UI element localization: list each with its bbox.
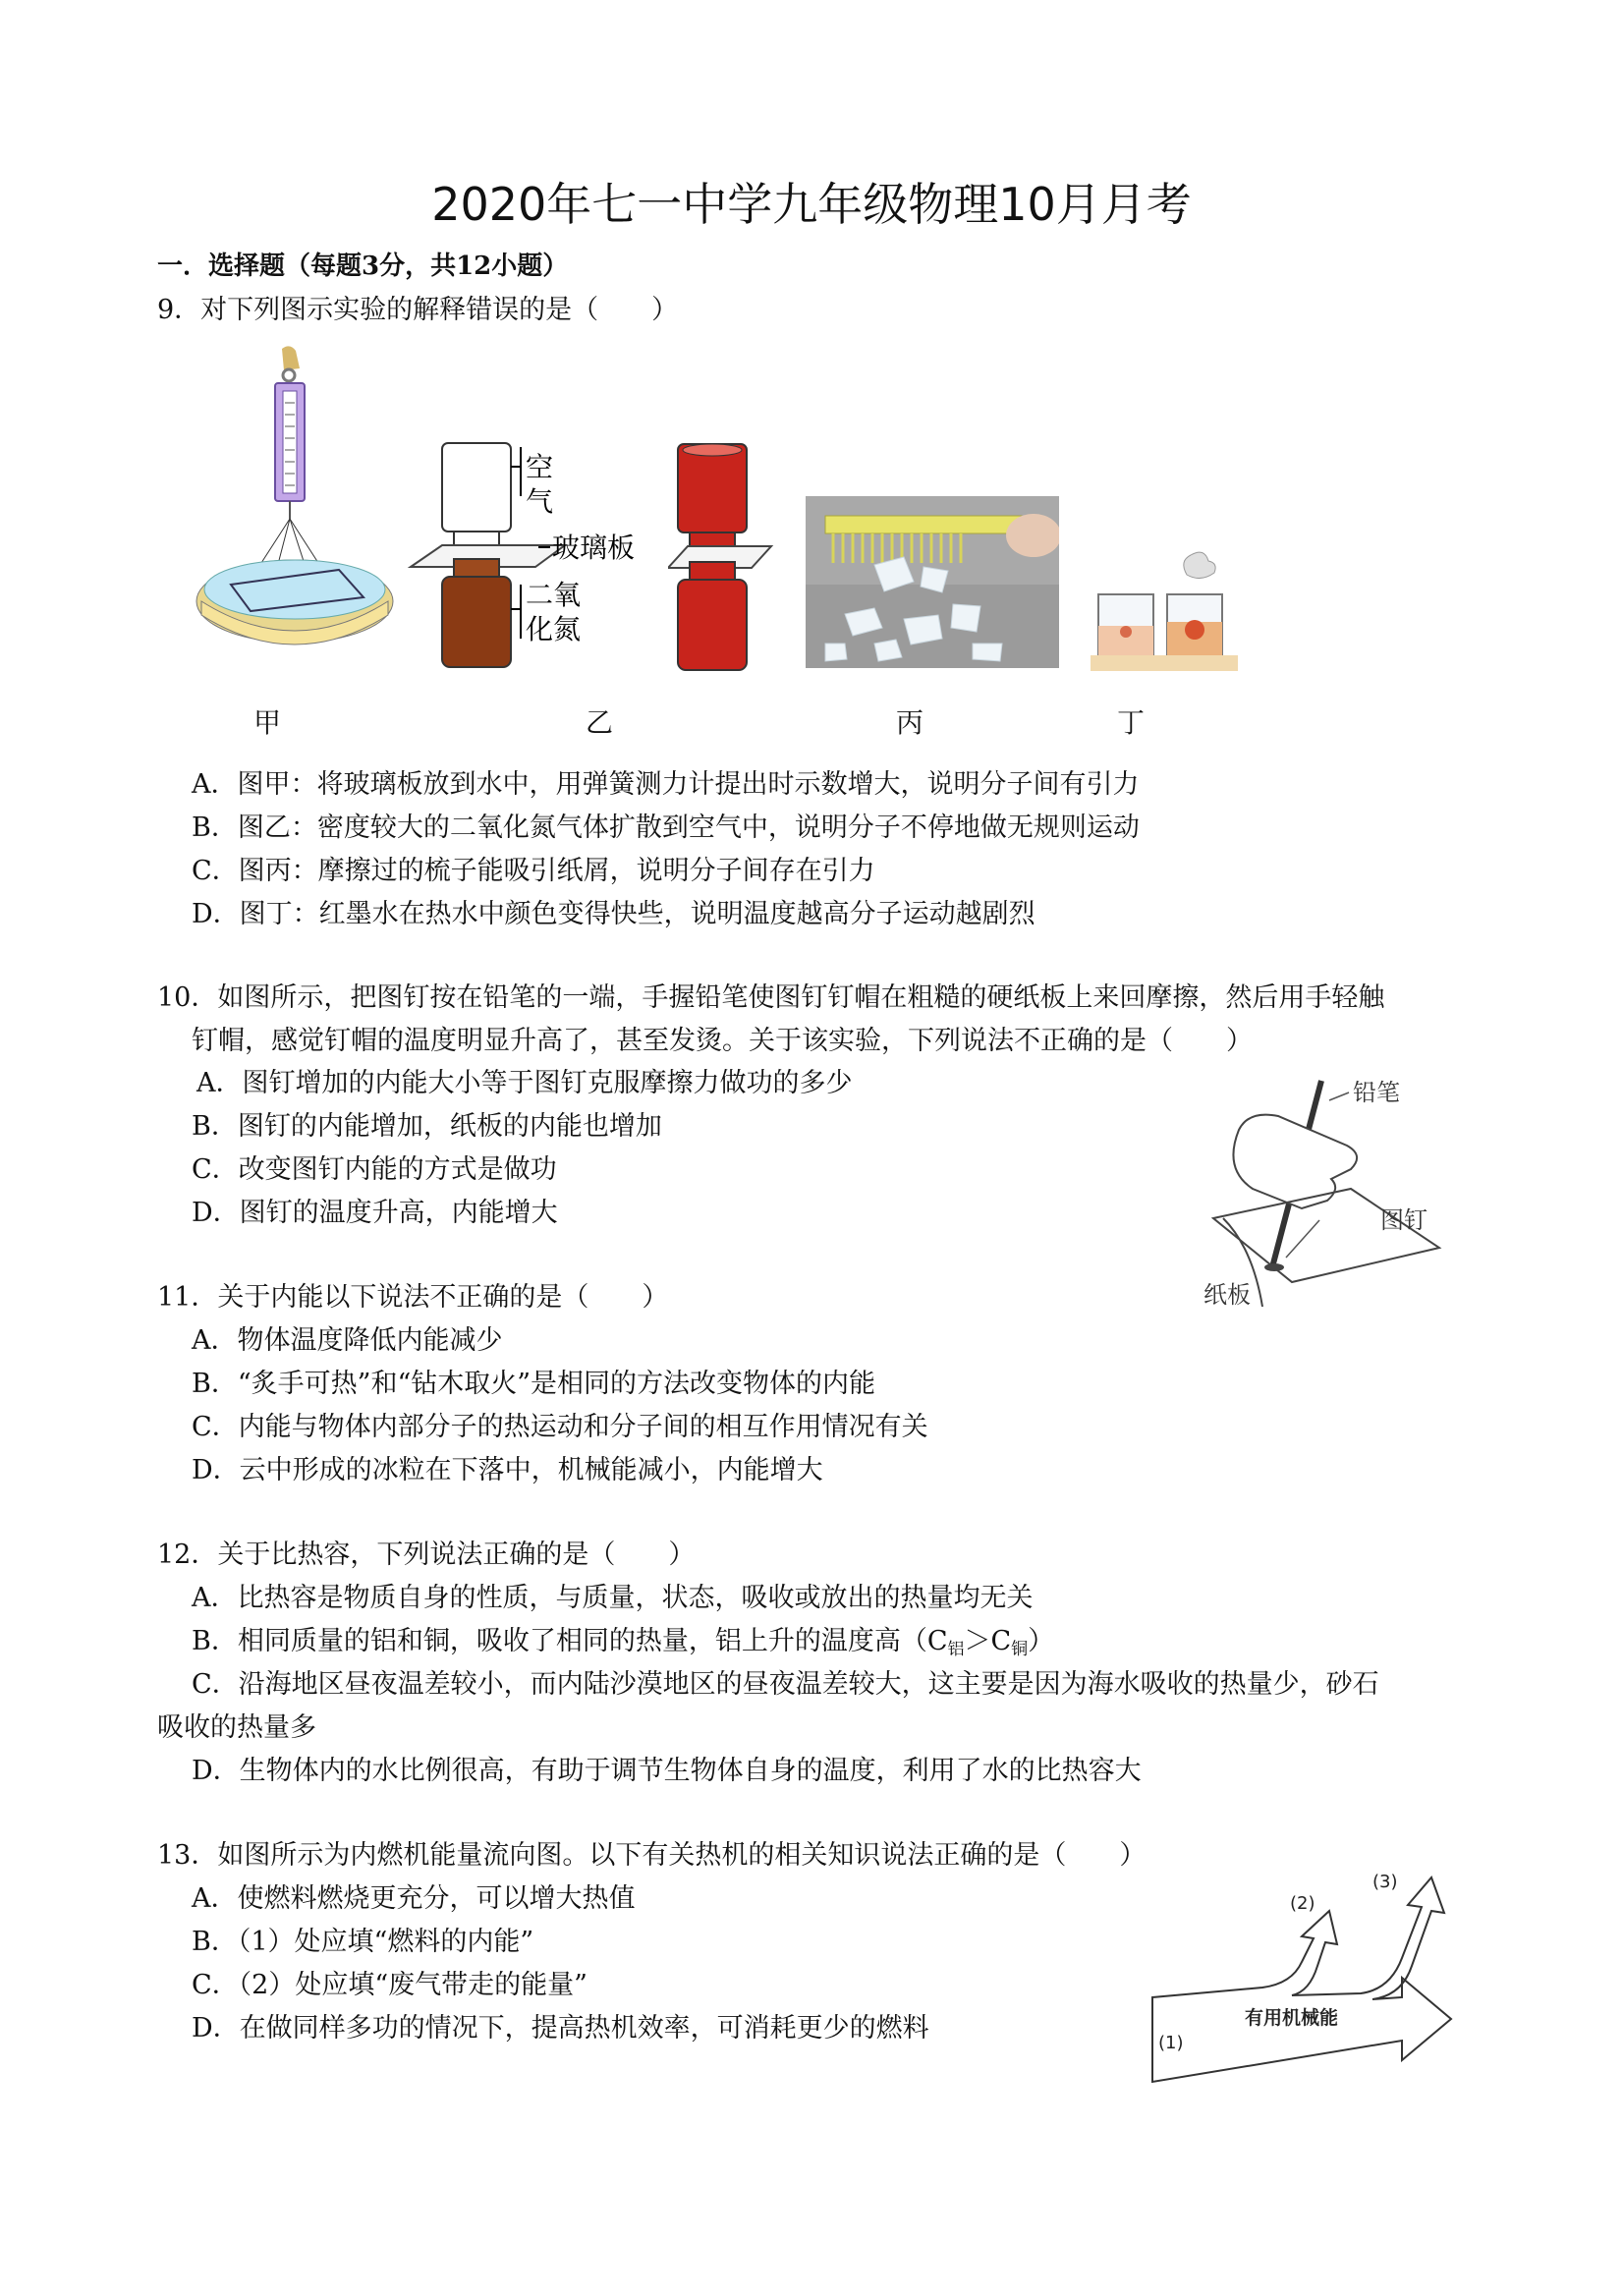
q12-option-c-line1: C．沿海地区昼夜温差较小，而内陆沙漠地区的昼夜温差较大，这主要是因为海水吸收的热量少，砂石 xyxy=(192,1669,1379,1700)
q12-option-b xyxy=(192,1619,1054,1659)
subscript-al: 铝 xyxy=(947,1640,965,1659)
q10-option-a: A．图钉增加的内能大小等于图钉克服摩擦力做功的多少 xyxy=(196,1068,853,1098)
paper-board xyxy=(1213,1189,1439,1282)
figure-bing-comb xyxy=(806,496,1059,668)
q12-option-b-close: ） xyxy=(1028,1626,1055,1656)
label-tack: 图钉 xyxy=(1380,1206,1427,1234)
q9-option-c: C．图丙：摩擦过的梳子能吸引纸屑，说明分子间存在引力 xyxy=(192,856,875,886)
label-qi: 气 xyxy=(526,485,554,518)
comb xyxy=(825,516,1022,533)
caption-jia: 甲 xyxy=(253,706,282,739)
label-useful-energy: 有用机械能 xyxy=(1245,2007,1339,2029)
label-pencil: 铅笔 xyxy=(1353,1079,1400,1106)
q12-stem: 12．关于比热容，下列说法正确的是（ ） xyxy=(157,1540,696,1570)
q10-option-c: C．改变图钉内能的方式是做功 xyxy=(192,1154,557,1185)
page-title: 2020年七一中学九年级物理10月月考 xyxy=(431,178,1192,231)
label-hua: 化氮 xyxy=(526,613,582,645)
hand-icon xyxy=(282,346,300,370)
steam-icon xyxy=(1184,552,1215,578)
figure-yi-mixed-jars xyxy=(668,442,796,678)
q13-option-a: A．使燃料燃烧更充分，可以增大热值 xyxy=(192,1883,636,1914)
q9-option-a: A．图甲：将玻璃板放到水中，用弹簧测力计提出时示数增大，说明分子间有引力 xyxy=(192,769,1140,800)
q13-option-c: C．（2）处应填“废气带走的能量” xyxy=(192,1970,588,2000)
q12-option-b-text: B．相同质量的铝和铜，吸收了相同的热量，铝上升的温度高（C xyxy=(192,1626,948,1656)
q13-option-b: B．（1）处应填“燃料的内能” xyxy=(192,1927,534,1957)
q9-option-b: B．图乙：密度较大的二氧化氮气体扩散到空气中，说明分子不停地做无规则运动 xyxy=(192,812,1140,843)
q11-option-b: B．“炙手可热”和“钻木取火”是相同的方法改变物体的内能 xyxy=(192,1369,876,1399)
q11-stem: 11．关于内能以下说法不正确的是（ ） xyxy=(157,1282,669,1313)
q12-option-b-gt: ＞C xyxy=(964,1626,1012,1656)
q10-stem-line2: 钉帽，感觉钉帽的温度明显升高了，甚至发烫。关于该实验，下列说法不正确的是（ ） xyxy=(192,1026,1253,1056)
caption-ding: 丁 xyxy=(1117,706,1146,739)
figure-energy-flow xyxy=(1145,1872,1459,2093)
figure-jia-spring-scale xyxy=(192,344,408,678)
q12-option-d: D．生物体内的水比例很高，有助于调节生物体自身的温度，利用了水的比热容大 xyxy=(192,1756,1142,1786)
figure-ding-beakers xyxy=(1091,545,1238,673)
q13-stem: 13．如图所示为内燃机能量流向图。以下有关热机的相关知识说法正确的是（ ） xyxy=(157,1840,1147,1871)
q9-option-d: D．图丁：红墨水在热水中颜色变得快些，说明温度越高分子运动越剧烈 xyxy=(192,899,1035,929)
q13-option-d: D．在做同样多功的情况下，提高热机效率，可消耗更少的燃料 xyxy=(192,2013,929,2044)
label-paper: 纸板 xyxy=(1203,1281,1251,1309)
q12-option-c-line2: 吸收的热量多 xyxy=(157,1712,316,1743)
label-1: (1) xyxy=(1158,2033,1184,2053)
q12-option-a: A．比热容是物质自身的性质，与质量，状态，吸收或放出的热量均无关 xyxy=(192,1583,1034,1613)
label-2: (2) xyxy=(1290,1893,1315,1914)
subscript-cu: 铜 xyxy=(1011,1640,1029,1659)
q10-option-b: B．图钉的内能增加，纸板的内能也增加 xyxy=(192,1111,662,1142)
label-3: (3) xyxy=(1372,1872,1398,1892)
label-kong: 空 xyxy=(526,451,554,483)
q11-option-d: D．云中形成的冰粒在下落中，机械能减小，内能增大 xyxy=(192,1455,823,1485)
hand-icon xyxy=(1233,1115,1357,1208)
figure-pencil-tack xyxy=(1203,1071,1444,1316)
q9-stem: 9．对下列图示实验的解释错误的是（ ） xyxy=(157,295,679,325)
q11-option-c: C．内能与物体内部分子的热运动和分子间的相互作用情况有关 xyxy=(192,1412,928,1442)
label-glass: 玻璃板 xyxy=(552,532,636,564)
caption-yi: 乙 xyxy=(586,706,614,739)
q10-stem-line1: 10．如图所示，把图钉按在铅笔的一端，手握铅笔使图钉钉帽在粗糙的硬纸板上来回摩擦，然后用手轻触 xyxy=(157,982,1385,1013)
q11-option-a: A．物体温度降低内能减少 xyxy=(192,1325,503,1356)
figure-yi-gas-jars xyxy=(403,437,658,673)
label-er: 二氧 xyxy=(526,579,582,611)
section-heading: 一．选择题（每题3分，共12小题） xyxy=(157,252,569,281)
caption-bing: 丙 xyxy=(896,706,924,739)
q10-option-d: D．图钉的温度升高，内能增大 xyxy=(192,1198,558,1228)
